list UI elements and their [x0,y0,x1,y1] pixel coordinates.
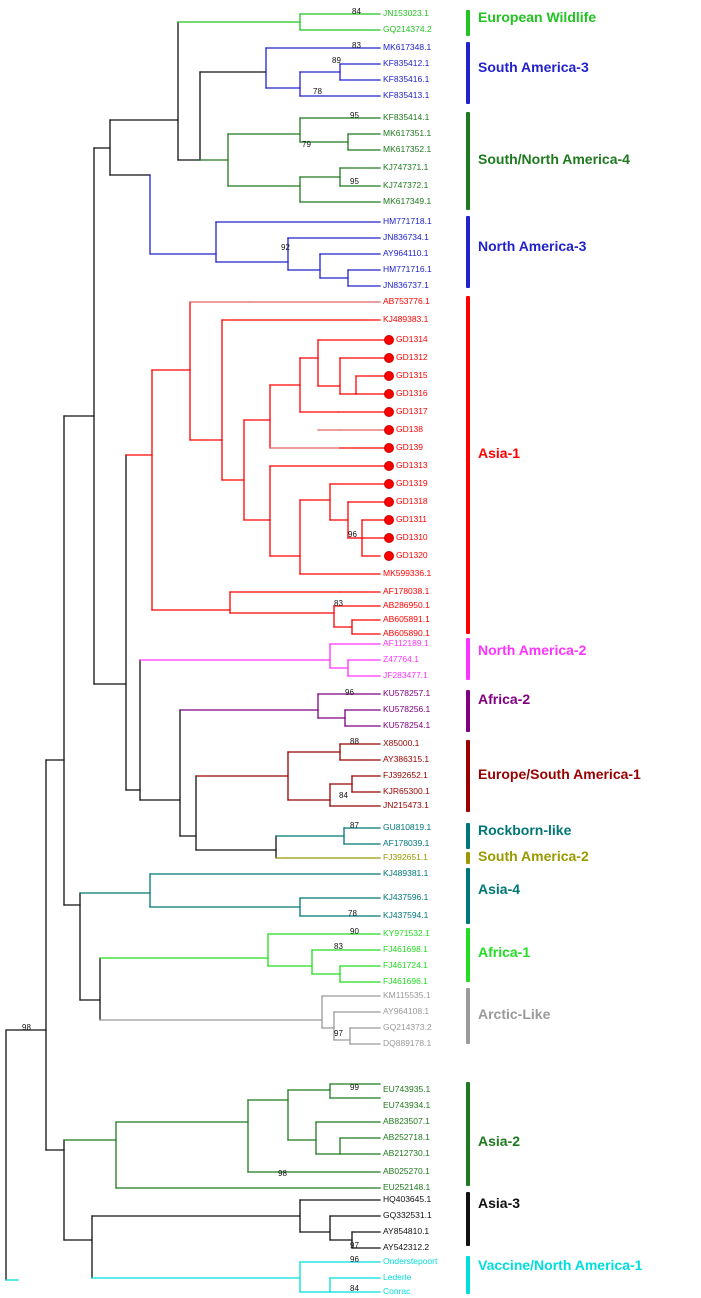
bootstrap-value: 83 [334,942,343,951]
taxon-label: HM771716.1 [383,264,432,274]
bootstrap-value: 98 [278,1169,287,1178]
taxon-label: AB286950.1 [383,600,430,610]
taxon-label: GQ332531.1 [383,1210,432,1220]
clade-bracket [466,112,470,210]
taxon-label: JN215473.1 [383,800,429,810]
taxon-label: KF835412.1 [383,58,430,68]
taxon-label: Onderstepoort [383,1256,438,1266]
clade-label: European Wildlife [478,9,597,25]
sample-marker-dot [384,389,394,399]
bootstrap-value: 96 [350,1255,359,1264]
taxon-label: FJ461698.1 [383,944,428,954]
taxon-label: Z47764.1 [383,654,419,664]
taxon-label: AF178039.1 [383,838,430,848]
taxon-label: AF112189.1 [383,638,429,648]
taxon-label: JF283477.1 [383,670,428,680]
bootstrap-value: 83 [334,599,343,608]
taxon-label: KJ437594.1 [383,910,429,920]
taxon-label: AB823507.1 [383,1116,430,1126]
taxon-label: KF835416.1 [383,74,430,84]
bootstrap-value: 84 [350,1284,359,1293]
sample-marker-dot [384,371,394,381]
bootstrap-value: 79 [302,140,311,149]
bootstrap-value: 89 [332,56,341,65]
taxon-label: FJ392652.1 [383,770,428,780]
taxon-label: KJ747371.1 [383,162,429,172]
clade-bracket [466,296,470,634]
taxon-label: GD1314 [396,334,428,344]
taxon-label: GQ214374.2 [383,24,432,34]
clade-bracket [466,740,470,812]
taxon-label: GQ214373.2 [383,1022,432,1032]
taxon-label: KF835413.1 [383,90,430,100]
bootstrap-value: 99 [350,1083,359,1092]
bootstrap-value: 87 [350,821,359,830]
clade-label: South/North America-4 [478,151,630,167]
taxon-label: JN153023.1 [383,8,429,18]
taxon-label: HM771718.1 [383,216,432,226]
sample-marker-dot [384,335,394,345]
taxon-label: GD1313 [396,460,428,470]
taxon-label: HQ403645.1 [383,1194,432,1204]
sample-marker-dot [384,533,394,543]
taxon-label: MK617351.1 [383,128,432,138]
clade-bracket [466,928,470,982]
taxon-label: AY542312.2 [383,1242,430,1252]
clade-bracket [466,10,470,36]
taxon-label: GD1312 [396,352,428,362]
sample-marker-dot [384,443,394,453]
clade-bracket [466,638,470,680]
clade-label: Asia-1 [478,445,521,461]
taxon-label: GD1318 [396,496,428,506]
sample-marker-dot [384,425,394,435]
taxon-label: FJ461724.1 [383,960,428,970]
bootstrap-value: 98 [22,1023,31,1032]
clade-label: Rockborn-like [478,822,572,838]
clade-bracket [466,988,470,1044]
taxon-label: KU578257.1 [383,688,431,698]
taxon-label: GD1320 [396,550,428,560]
taxon-label: MK617349.1 [383,196,432,206]
clade-bracket [466,216,470,288]
taxon-label: AB605891.1 [383,614,430,624]
taxon-label: AB605890.1 [383,628,430,638]
taxon-label: KJ747372.1 [383,180,429,190]
sample-marker-dot [384,497,394,507]
bootstrap-value: 78 [313,87,322,96]
bootstrap-value: 88 [350,737,359,746]
bootstrap-value: 97 [334,1029,343,1038]
clade-bracket [466,852,470,864]
taxon-label: EU743935.1 [383,1084,431,1094]
clade-label: Europe/South America-1 [478,766,641,782]
taxon-label: AB753776.1 [383,296,430,306]
taxon-label: KU578254.1 [383,720,431,730]
sample-marker-dot [384,479,394,489]
clade-bracket [466,823,470,849]
bootstrap-value: 90 [350,927,359,936]
taxon-label: GD138 [396,424,423,434]
clade-bracket [466,42,470,104]
taxon-label: KJ489381.1 [383,868,429,878]
bootstrap-value: 84 [352,7,361,16]
taxon-label: KJ489383.1 [383,314,429,324]
taxon-label: MK599336.1 [383,568,432,578]
sample-marker-dot [384,353,394,363]
bootstrap-value: 83 [352,41,361,50]
bootstrap-value: 84 [339,791,348,800]
clade-label: Asia-4 [478,881,521,897]
taxon-label: GD1317 [396,406,428,416]
clade-bracket [466,1082,470,1186]
bootstrap-value: 92 [281,243,290,252]
taxon-label: KU578256.1 [383,704,431,714]
clade-bracket [466,1256,470,1294]
taxon-label: KF835414.1 [383,112,430,122]
taxon-label: KJ437596.1 [383,892,429,902]
bootstrap-value: 95 [350,177,359,186]
taxon-label: AB252718.1 [383,1132,430,1142]
taxon-label: MK617348.1 [383,42,432,52]
taxon-label: AB025270.1 [383,1166,430,1176]
clade-label: Asia-3 [478,1195,521,1211]
clade-label: Asia-2 [478,1133,521,1149]
sample-marker-dot [384,551,394,561]
taxon-label: X85000.1 [383,738,420,748]
taxon-label: GD1319 [396,478,428,488]
taxon-label: GD1310 [396,532,428,542]
clade-bracket [466,690,470,732]
clade-label: North America-2 [478,642,587,658]
clade-label: Vaccine/North America-1 [478,1257,643,1273]
clade-label: Arctic-Like [478,1006,551,1022]
taxon-label: Conrac [383,1286,411,1296]
taxon-label: DQ889178.1 [383,1038,432,1048]
taxon-label: AY386315.1 [383,754,430,764]
taxon-label: AY854810.1 [383,1226,430,1236]
taxon-label: AB212730.1 [383,1148,430,1158]
taxon-label: EU743934.1 [383,1100,431,1110]
taxon-label: GD139 [396,442,423,452]
taxon-label: MK617352.1 [383,144,432,154]
taxon-label: Lederle [383,1272,412,1282]
clade-label: South America-3 [478,59,589,75]
sample-marker-dot [384,515,394,525]
bootstrap-value: 96 [345,688,354,697]
taxon-label: AF178038.1 [383,586,430,596]
taxon-label: GU810819.1 [383,822,432,832]
sample-marker-dot [384,407,394,417]
taxon-label: EU252148.1 [383,1182,431,1192]
taxon-label: JN836734.1 [383,232,429,242]
clade-bracket [466,1192,470,1246]
bootstrap-value: 95 [350,111,359,120]
taxon-label: GD1311 [396,514,428,524]
taxon-label: FJ461696.1 [383,976,428,986]
bootstrap-value: 97 [350,1241,359,1250]
taxon-label: JN836737.1 [383,280,429,290]
clade-label: North America-3 [478,238,587,254]
taxon-label: GD1316 [396,388,428,398]
taxon-label: FJ392651.1 [383,852,428,862]
clade-label: Africa-1 [478,944,531,960]
clade-label: Africa-2 [478,691,531,707]
taxon-label: KJR65300.1 [383,786,430,796]
sample-marker-dot [384,461,394,471]
bootstrap-value: 78 [348,909,357,918]
clade-label: South America-2 [478,848,589,864]
taxon-label: GD1315 [396,370,428,380]
clade-bracket [466,868,470,924]
taxon-label: KY971532.1 [383,928,430,938]
taxon-label: AY964110.1 [383,248,429,258]
bootstrap-value: 96 [348,530,357,539]
taxon-label: AY964108.1 [383,1006,430,1016]
taxon-label: KM115535.1 [383,990,431,1000]
